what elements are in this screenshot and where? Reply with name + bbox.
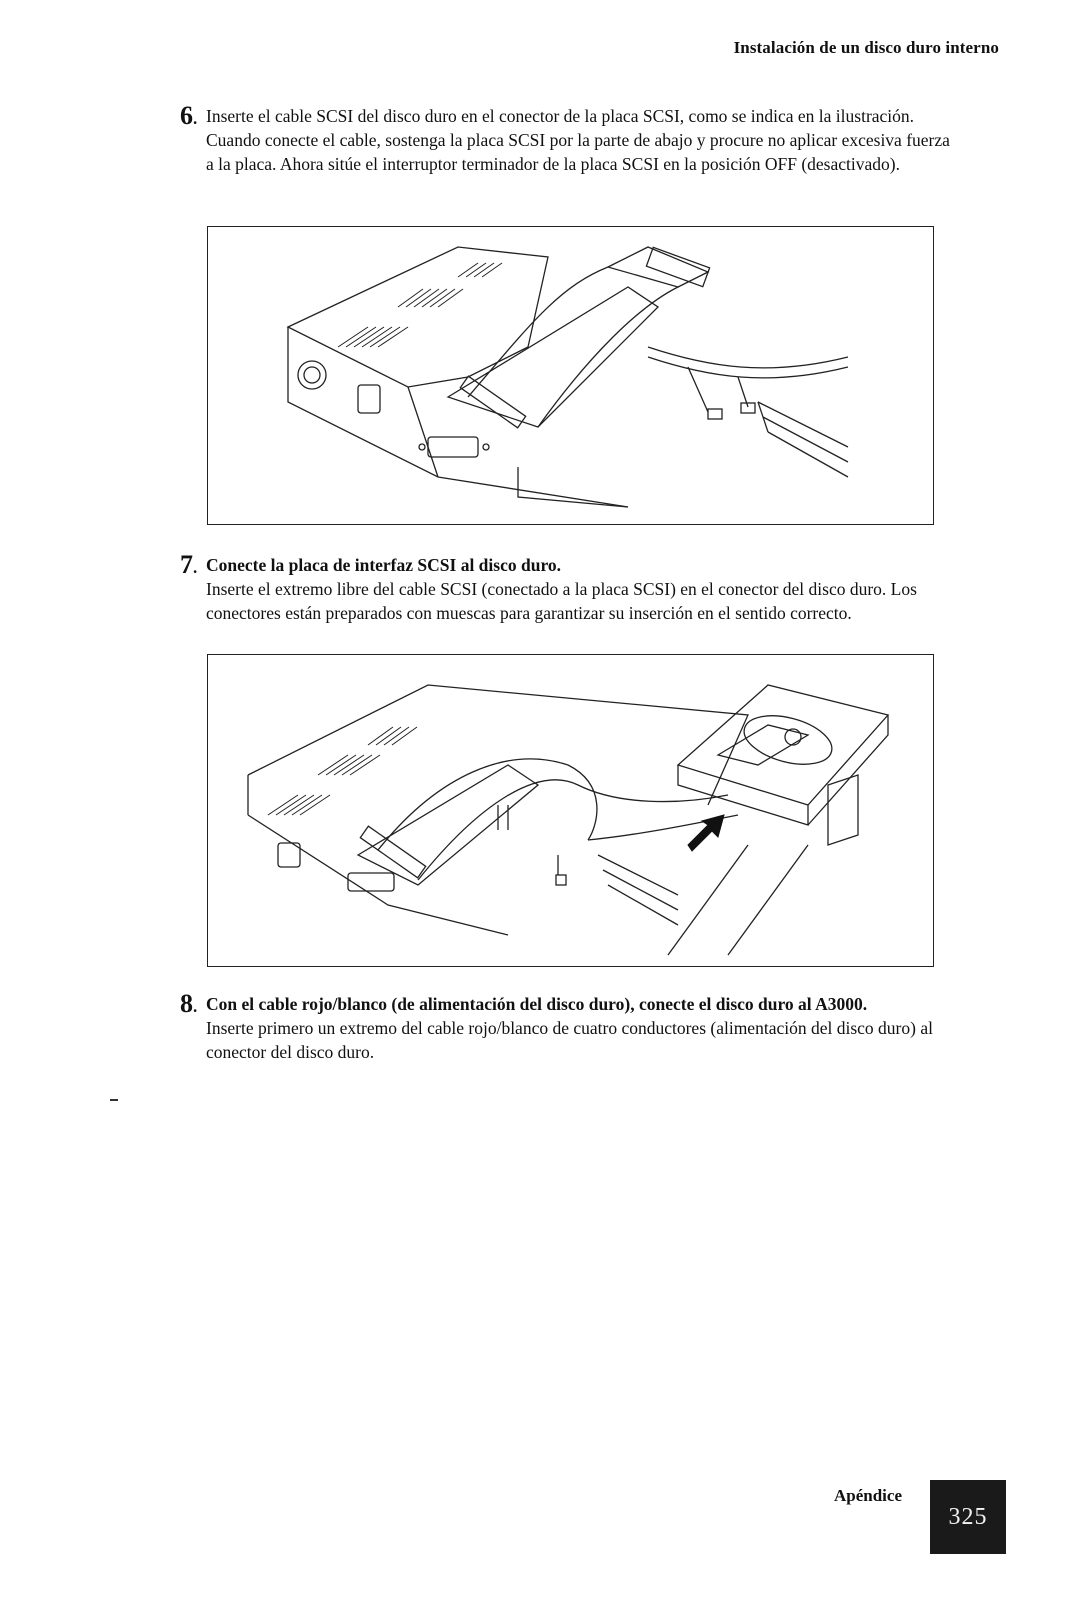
step-number: 7. <box>180 550 198 579</box>
insert-arrow-icon <box>688 815 724 851</box>
illustration-scsi-card-cable <box>207 226 934 525</box>
scsi-card-cable-drawing <box>208 227 932 523</box>
running-header: Instalación de un disco duro interno <box>733 38 999 57</box>
cable-to-drive-drawing <box>208 655 932 965</box>
margin-mark <box>110 1099 118 1101</box>
step-text: Inserte el extremo libre del cable SCSI (conectado a la placa SCSI) en el conector del disco duro. Los conectores están preparados con muescas para garantizar su inserción en el sentido correcto. <box>206 579 917 623</box>
page-number-tab <box>930 1480 1006 1554</box>
footer-section-label: Apéndice <box>834 1486 902 1505</box>
step-title: Conecte la placa de interfaz SCSI al disco duro. <box>206 555 562 575</box>
step-7 <box>180 550 950 625</box>
illustration-cable-to-drive <box>207 654 934 967</box>
step-8 <box>180 989 950 1064</box>
step-number: 8. <box>180 989 198 1018</box>
step-text: Inserte el cable SCSI del disco duro en el conector de la placa SCSI, como se indica en la ilustración. Cuando conecte el cable, sostenga la placa SCSI por la parte de abajo y procure no aplicar excesiva fuerza a la placa. Ahora sitúe el interruptor terminador de la placa SCSI en la posición OFF (desactivado). <box>206 106 950 174</box>
step-text: Inserte primero un extremo del cable rojo/blanco de cuatro conductores (alimentación del disco duro) al conector del disco duro. <box>206 1018 933 1062</box>
page-number: 325 <box>948 1503 988 1530</box>
step-number: 6. <box>180 101 198 130</box>
step-6 <box>180 101 950 176</box>
step-title: Con el cable rojo/blanco (de alimentación del disco duro), conecte el disco duro al A3000. <box>206 994 868 1014</box>
